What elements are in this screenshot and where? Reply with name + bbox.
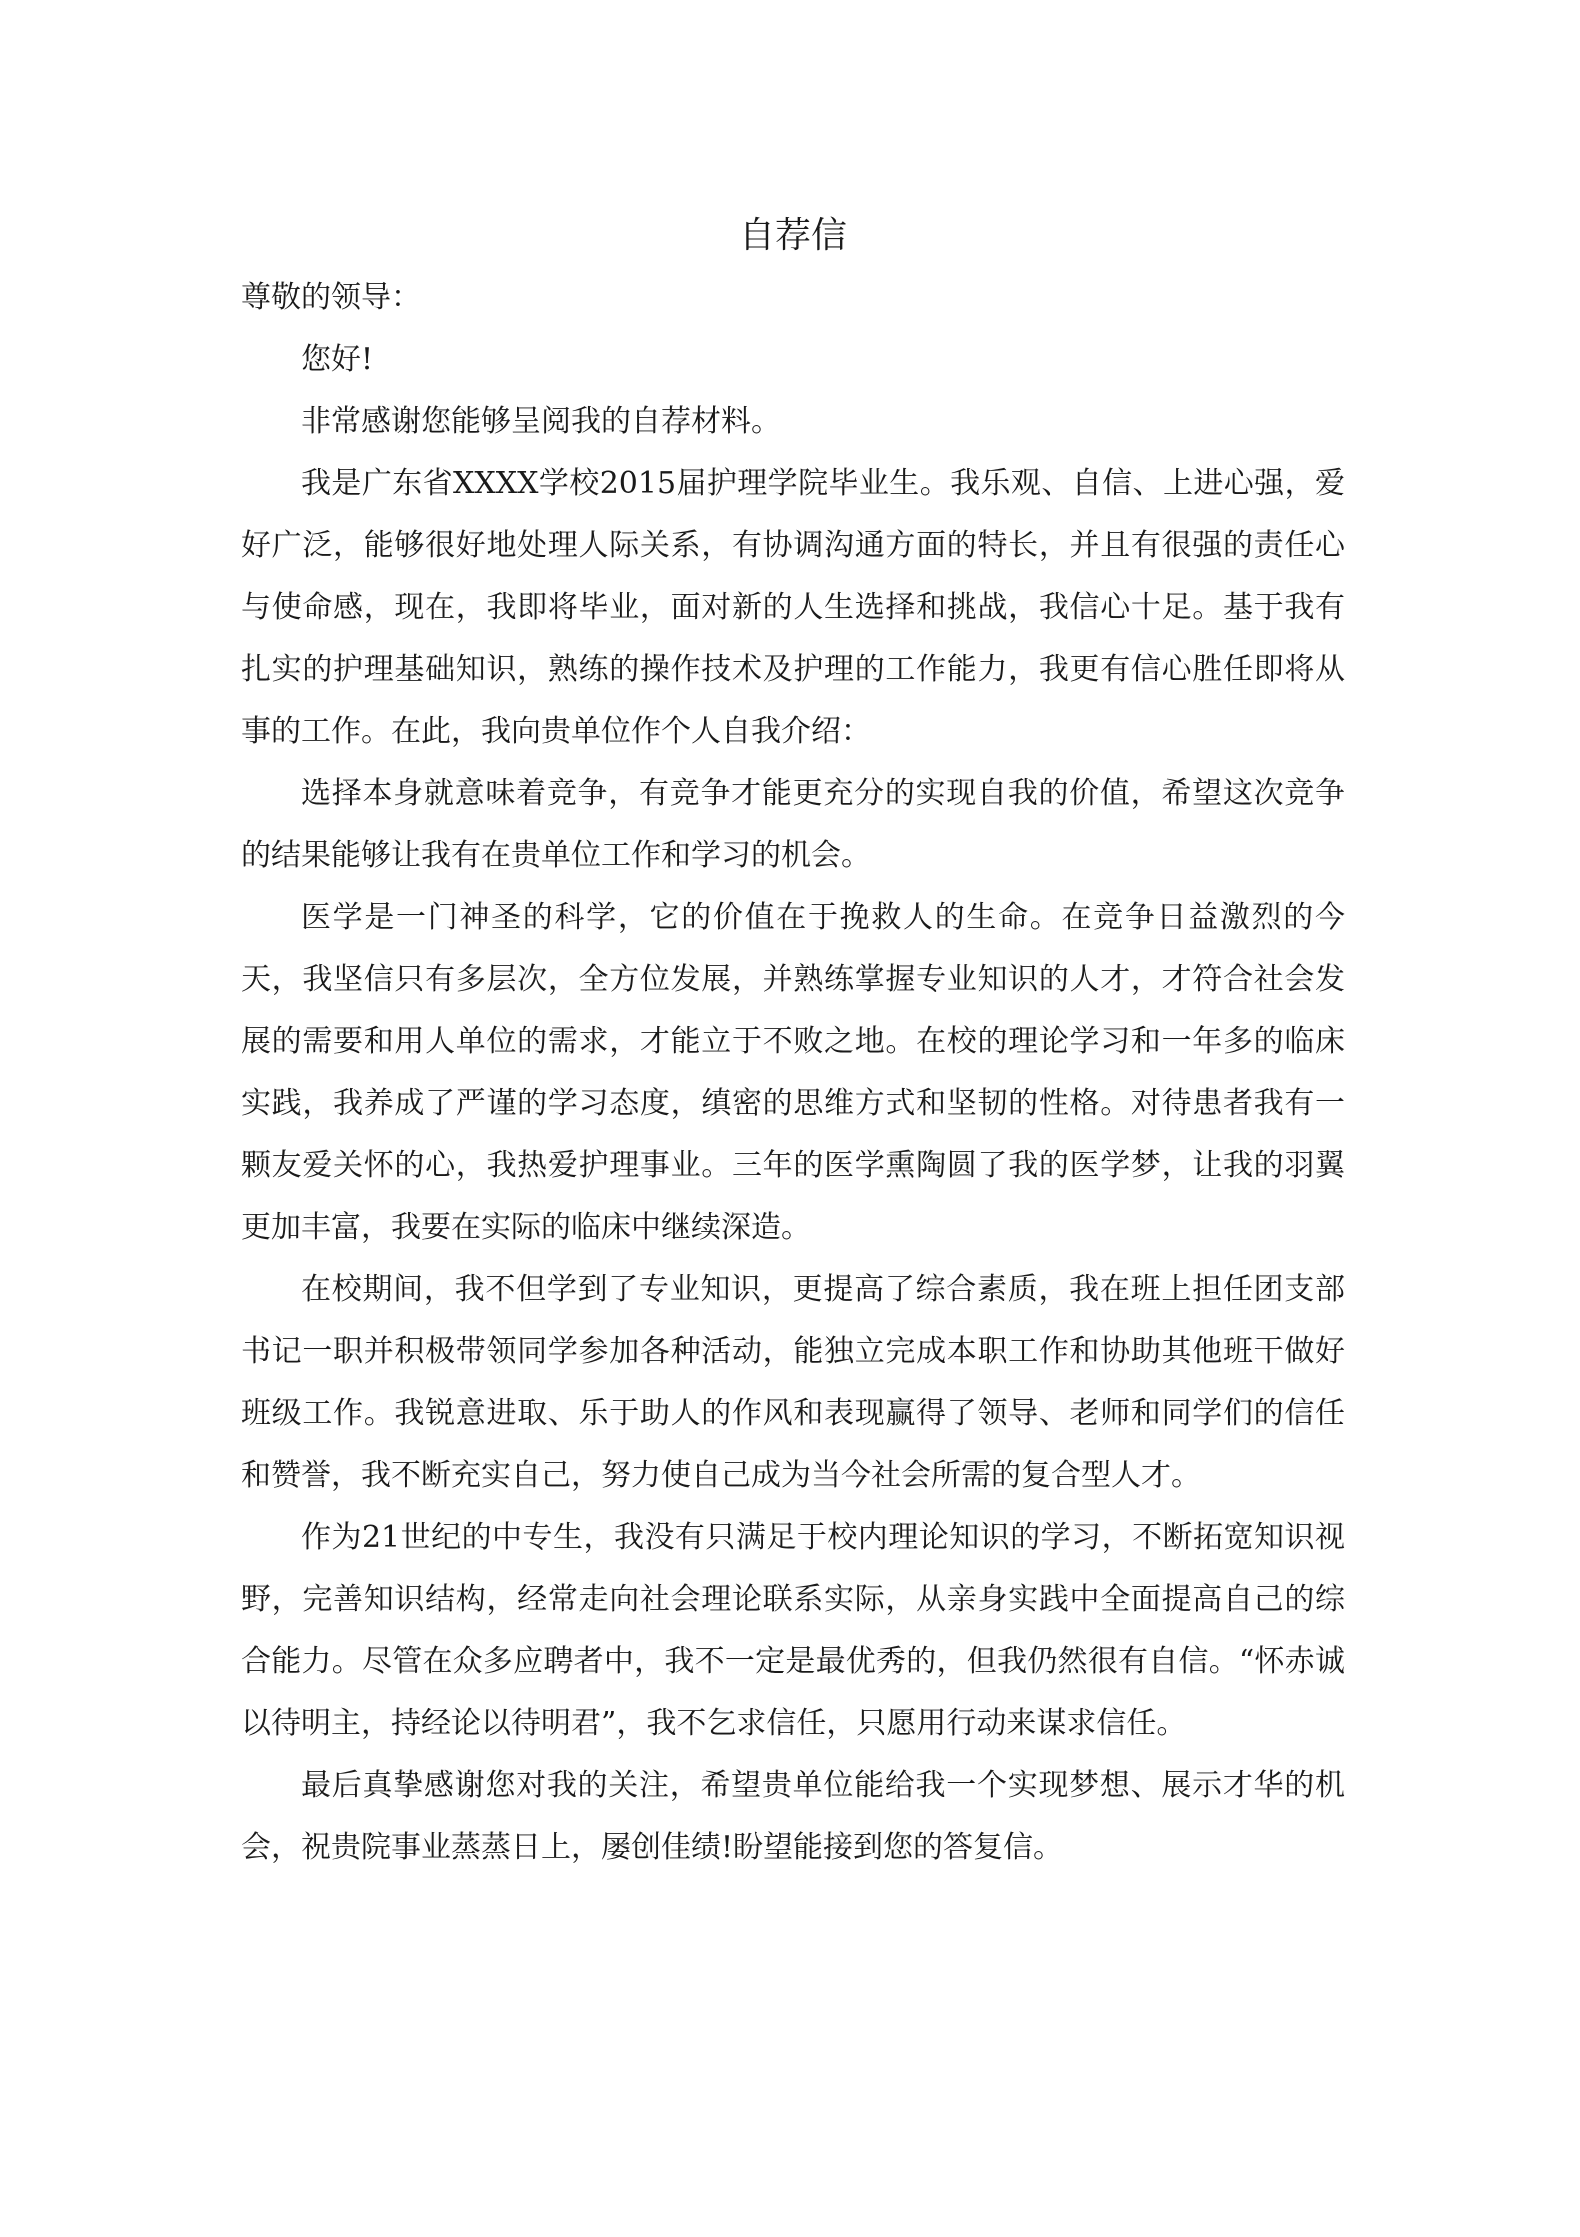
paragraph: 我是广东省XXXX学校2015届护理学院毕业生。我乐观、自信、上进心强，爱好广泛，能够很好地处理人际关系，有协调沟通方面的特长，并且有很强的责任心与使命感，现在，我即将毕业，面对新的人生选择和挑战，我信心十足。基于我有扎实的护理基础知识，熟练的操作技术及护理的工作能力，我更有信心胜任即将从事的工作。在此，我向贵单位作个人自我介绍： xyxy=(241,466,1345,749)
paragraph: 最后真挚感谢您对我的关注，希望贵单位能给我一个实现梦想、展示才华的机会，祝贵院事业蒸蒸日上，屡创佳绩!盼望能接到您的答复信。 xyxy=(241,1768,1345,1865)
letter-title: 自荐信 xyxy=(738,215,847,256)
letter-body xyxy=(241,205,1345,1879)
greeting: 您好! xyxy=(301,342,374,377)
salutation: 尊敬的领导： xyxy=(241,280,421,315)
paragraph: 在校期间，我不但学到了专业知识，更提高了综合素质，我在班上担任团支部书记一职并积极带领同学参加各种活动，能独立完成本职工作和协助其他班干做好班级工作。我锐意进取、乐于助人的作风和表现赢得了领导、老师和同学们的信任和赞誉，我不断充实自己，努力使自己成为当今社会所需的复合型人才。 xyxy=(241,1272,1345,1493)
paragraph: 选择本身就意味着竞争，有竞争才能更充分的实现自我的价值，希望这次竞争的结果能够让我有在贵单位工作和学习的机会。 xyxy=(241,776,1345,873)
paragraph: 医学是一门神圣的科学，它的价值在于挽救人的生命。在竞争日益激烈的今天，我坚信只有多层次，全方位发展，并熟练掌握专业知识的人才，才符合社会发展的需要和用人单位的需求，才能立于不败之地。在校的理论学习和一年多的临床实践，我养成了严谨的学习态度，缜密的思维方式和坚韧的性格。对待患者我有一颗友爱关怀的心，我热爱护理事业。三年的医学熏陶圆了我的医学梦，让我的羽翼更加丰富，我要在实际的临床中继续深造。 xyxy=(241,900,1345,1245)
paragraph: 非常感谢您能够呈阅我的自荐材料。 xyxy=(301,404,781,439)
paragraph: 作为21世纪的中专生，我没有只满足于校内理论知识的学习，不断拓宽知识视野，完善知识结构，经常走向社会理论联系实际，从亲身实践中全面提高自己的综合能力。尽管在众多应聘者中，我不一定是最优秀的，但我仍然很有自信。“怀赤诚以待明主，持经论以待明君”，我不乞求信任，只愿用行动来谋求信任。 xyxy=(241,1520,1345,1741)
